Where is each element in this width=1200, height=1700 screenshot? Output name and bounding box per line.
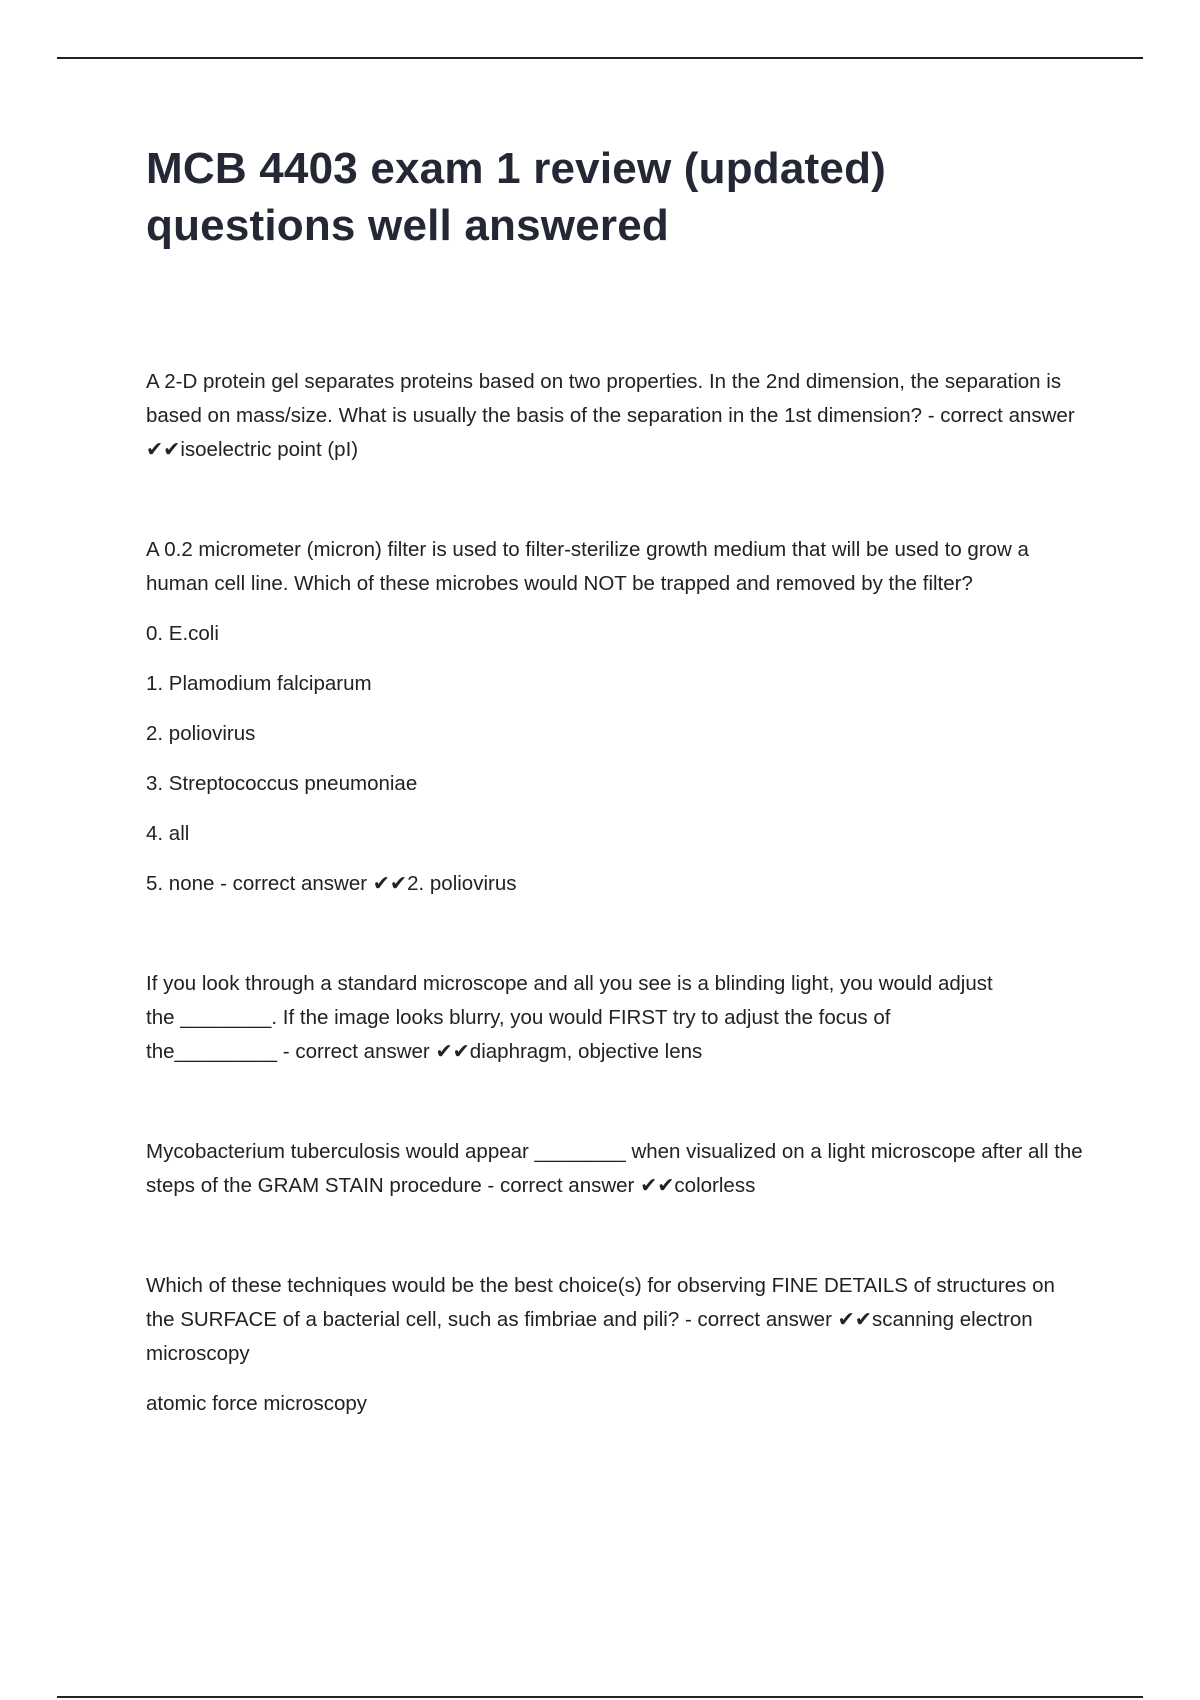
document-title-line-1: MCB 4403 exam 1 review (updated) [146, 144, 887, 193]
document-body [146, 140, 1086, 1421]
question-text: Mycobacterium tuberculosis would appear ________ when visualized on a light microscope after all the steps of the GRAM STAIN procedure - correct answer ✔✔colorless [146, 1140, 1083, 1197]
question-text [146, 967, 1086, 1069]
answer-option: 5. none - correct answer ✔✔2. poliovirus [146, 872, 517, 895]
answer-extra: atomic force microscopy [146, 1392, 368, 1415]
question-text-line-3: the_________ - correct answer ✔✔diaphragm, objective lens [146, 1040, 703, 1063]
answer-option: 1. Plamodium falciparum [146, 672, 372, 695]
document-title-line-2: questions well answered [146, 201, 669, 250]
question-block-3 [146, 967, 1086, 1069]
header-rule [57, 57, 1143, 59]
answer-option: 3. Streptococcus pneumoniae [146, 772, 418, 795]
question-block-2 [146, 533, 1086, 901]
question-block-4 [146, 1135, 1086, 1203]
question-text: Which of these techniques would be the best choice(s) for observing FINE DETAILS of structures on the SURFACE of a bacterial cell, such as fimbriae and pili? - correct answer ✔✔scanning electron microscopy [146, 1274, 1055, 1365]
answer-option: 4. all [146, 822, 190, 845]
question-block-5 [146, 1269, 1086, 1421]
document-title [146, 140, 1086, 254]
question-text-line-2: the ________. If the image looks blurry, you would FIRST try to adjust the focus of [146, 1006, 891, 1029]
question-block-1 [146, 365, 1086, 467]
footer-rule [57, 1696, 1143, 1698]
answer-option: 0. E.coli [146, 622, 219, 645]
question-text: A 2-D protein gel separates proteins based on two properties. In the 2nd dimension, the separation is based on mass/size. What is usually the basis of the separation in the 1st dimension? - correct answer ✔✔isoelectric point (pI) [146, 370, 1075, 461]
answer-option: 2. poliovirus [146, 722, 256, 745]
question-text: A 0.2 micrometer (micron) filter is used to filter-sterilize growth medium that will be used to grow a human cell line. Which of these microbes would NOT be trapped and removed by the filter? [146, 538, 1029, 595]
question-text-line-1: If you look through a standard microscope and all you see is a blinding light, you would adjust [146, 972, 993, 995]
